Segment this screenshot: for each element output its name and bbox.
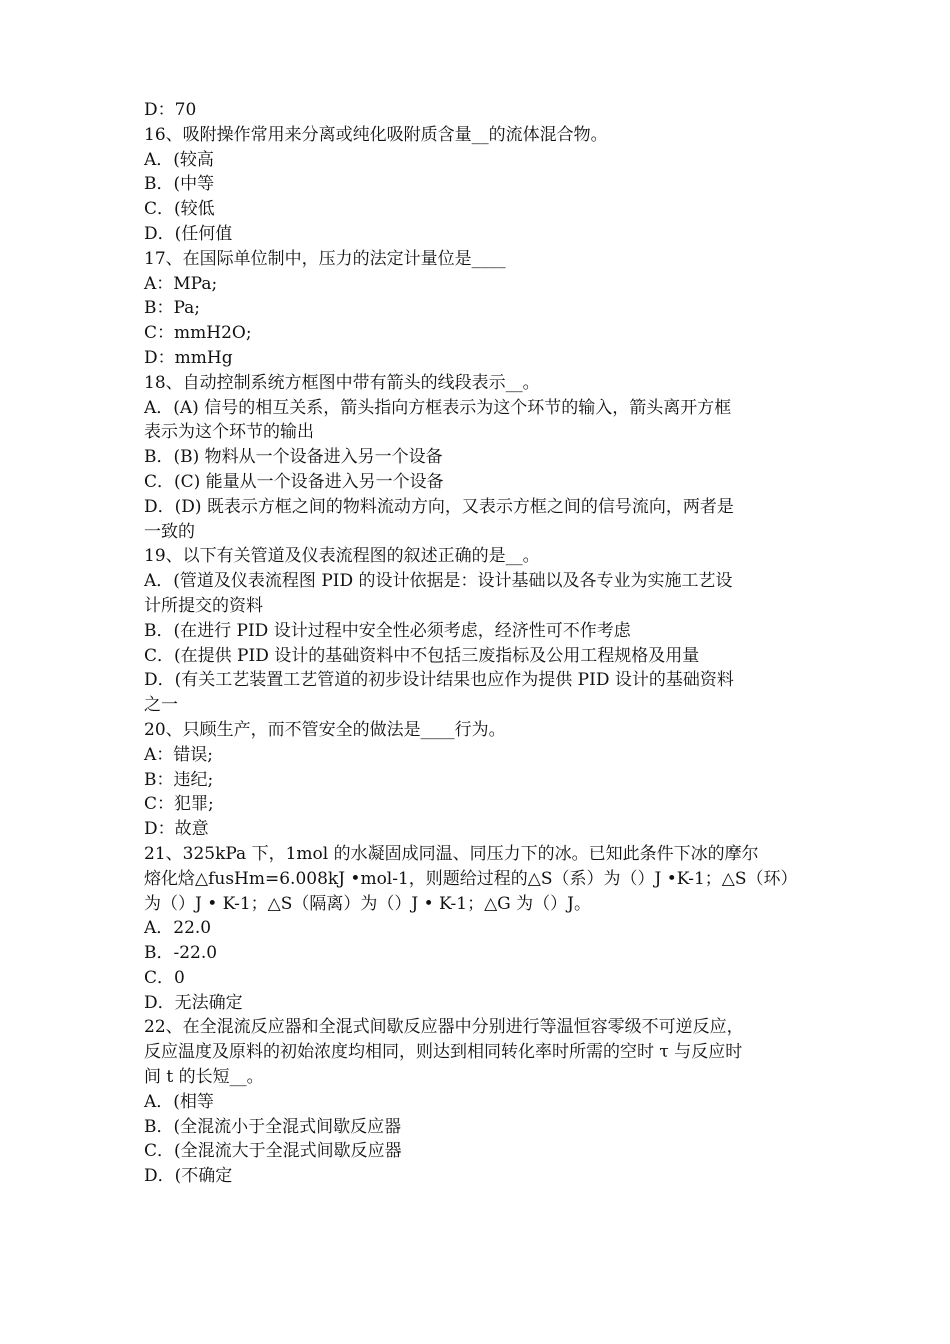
option-line: A．22.0	[144, 918, 212, 939]
option-line: D．(有关工艺装置工艺管道的初步设计结果也应作为提供 PID 设计的基础资料	[144, 670, 734, 691]
option-line-continued: 之一	[144, 695, 178, 716]
question-18: 18、自动控制系统方框图中带有箭头的线段表示__。	[144, 372, 540, 393]
question-19: 19、以下有关管道及仪表流程图的叙述正确的是__。	[144, 546, 540, 567]
option-line: C：犯罪;	[144, 794, 214, 815]
question-22-continued: 反应温度及原料的初始浓度均相同，则达到相同转化率时所需的空时 τ 与反应时	[144, 1042, 743, 1063]
option-line: B．(B) 物料从一个设备进入另一个设备	[144, 447, 443, 468]
option-line: D．(D) 既表示方框之间的物料流动方向，又表示方框之间的信号流向，两者是	[144, 496, 734, 517]
option-line: C．(全混流大于全混式间歇反应器	[144, 1141, 402, 1162]
option-line-continued: 表示为这个环节的输出	[144, 422, 314, 443]
option-line: A．(较高	[144, 149, 214, 170]
option-line: B：违纪;	[144, 769, 214, 790]
option-line: B：Pa;	[144, 298, 201, 319]
question-21-continued: 为（）J • K-1；△S（隔离）为（）J • K-1；△G 为（）J。	[144, 893, 591, 914]
option-line: A．(相等	[144, 1091, 214, 1112]
option-line: D：mmHg	[144, 347, 233, 368]
question-22-continued: 间 t 的长短__。	[144, 1067, 264, 1088]
option-line: C：mmH2O;	[144, 323, 252, 344]
option-line: D．(任何值	[144, 223, 233, 244]
question-17: 17、在国际单位制中，压力的法定计量位是____	[144, 248, 506, 269]
option-line: A．(管道及仪表流程图 PID 的设计依据是：设计基础以及各专业为实施工艺设	[144, 571, 733, 592]
option-line: C．0	[144, 967, 185, 988]
option-line: B．(中等	[144, 174, 215, 195]
question-21: 21、325kPa 下，1mol 的水凝固成同温、同压力下的冰。已知此条件下冰的摩尔	[144, 843, 759, 864]
option-line: D：故意	[144, 819, 209, 840]
option-line: B．-22.0	[144, 943, 218, 964]
text-line: D：70	[144, 100, 197, 120]
option-line: D．(不确定	[144, 1166, 233, 1187]
option-line: D．无法确定	[144, 992, 243, 1013]
option-line-continued: 计所提交的资料	[144, 595, 263, 616]
option-line: C．(较低	[144, 199, 215, 220]
option-line: C．(C) 能量从一个设备进入另一个设备	[144, 471, 444, 492]
question-20: 20、只顾生产，而不管安全的做法是____行为。	[144, 719, 506, 740]
option-line: A：MPa;	[144, 273, 218, 294]
option-line-continued: 一致的	[144, 521, 195, 542]
question-16: 16、吸附操作常用来分离或纯化吸附质含量__的流体混合物。	[144, 124, 608, 145]
question-21-continued: 熔化焓△fusHm=6.008kJ •mol-1，则题给过程的△S（系）为（）J •K-1；△S（环）	[144, 868, 798, 889]
option-line: A．(A) 信号的相互关系，箭头指向方框表示为这个环节的输入，箭头离开方框	[144, 397, 732, 418]
question-22: 22、在全混流反应器和全混式间歇反应器中分别进行等温恒容零级不可逆反应，	[144, 1017, 744, 1038]
option-line: B．(全混流小于全混式间歇反应器	[144, 1116, 402, 1137]
option-line: A：错误;	[144, 744, 214, 765]
option-line: C．(在提供 PID 设计的基础资料中不包括三废指标及公用工程规格及用量	[144, 645, 700, 666]
option-line: B．(在进行 PID 设计过程中安全性必须考虑，经济性可不作考虑	[144, 620, 631, 641]
document-page	[144, 98, 808, 1189]
